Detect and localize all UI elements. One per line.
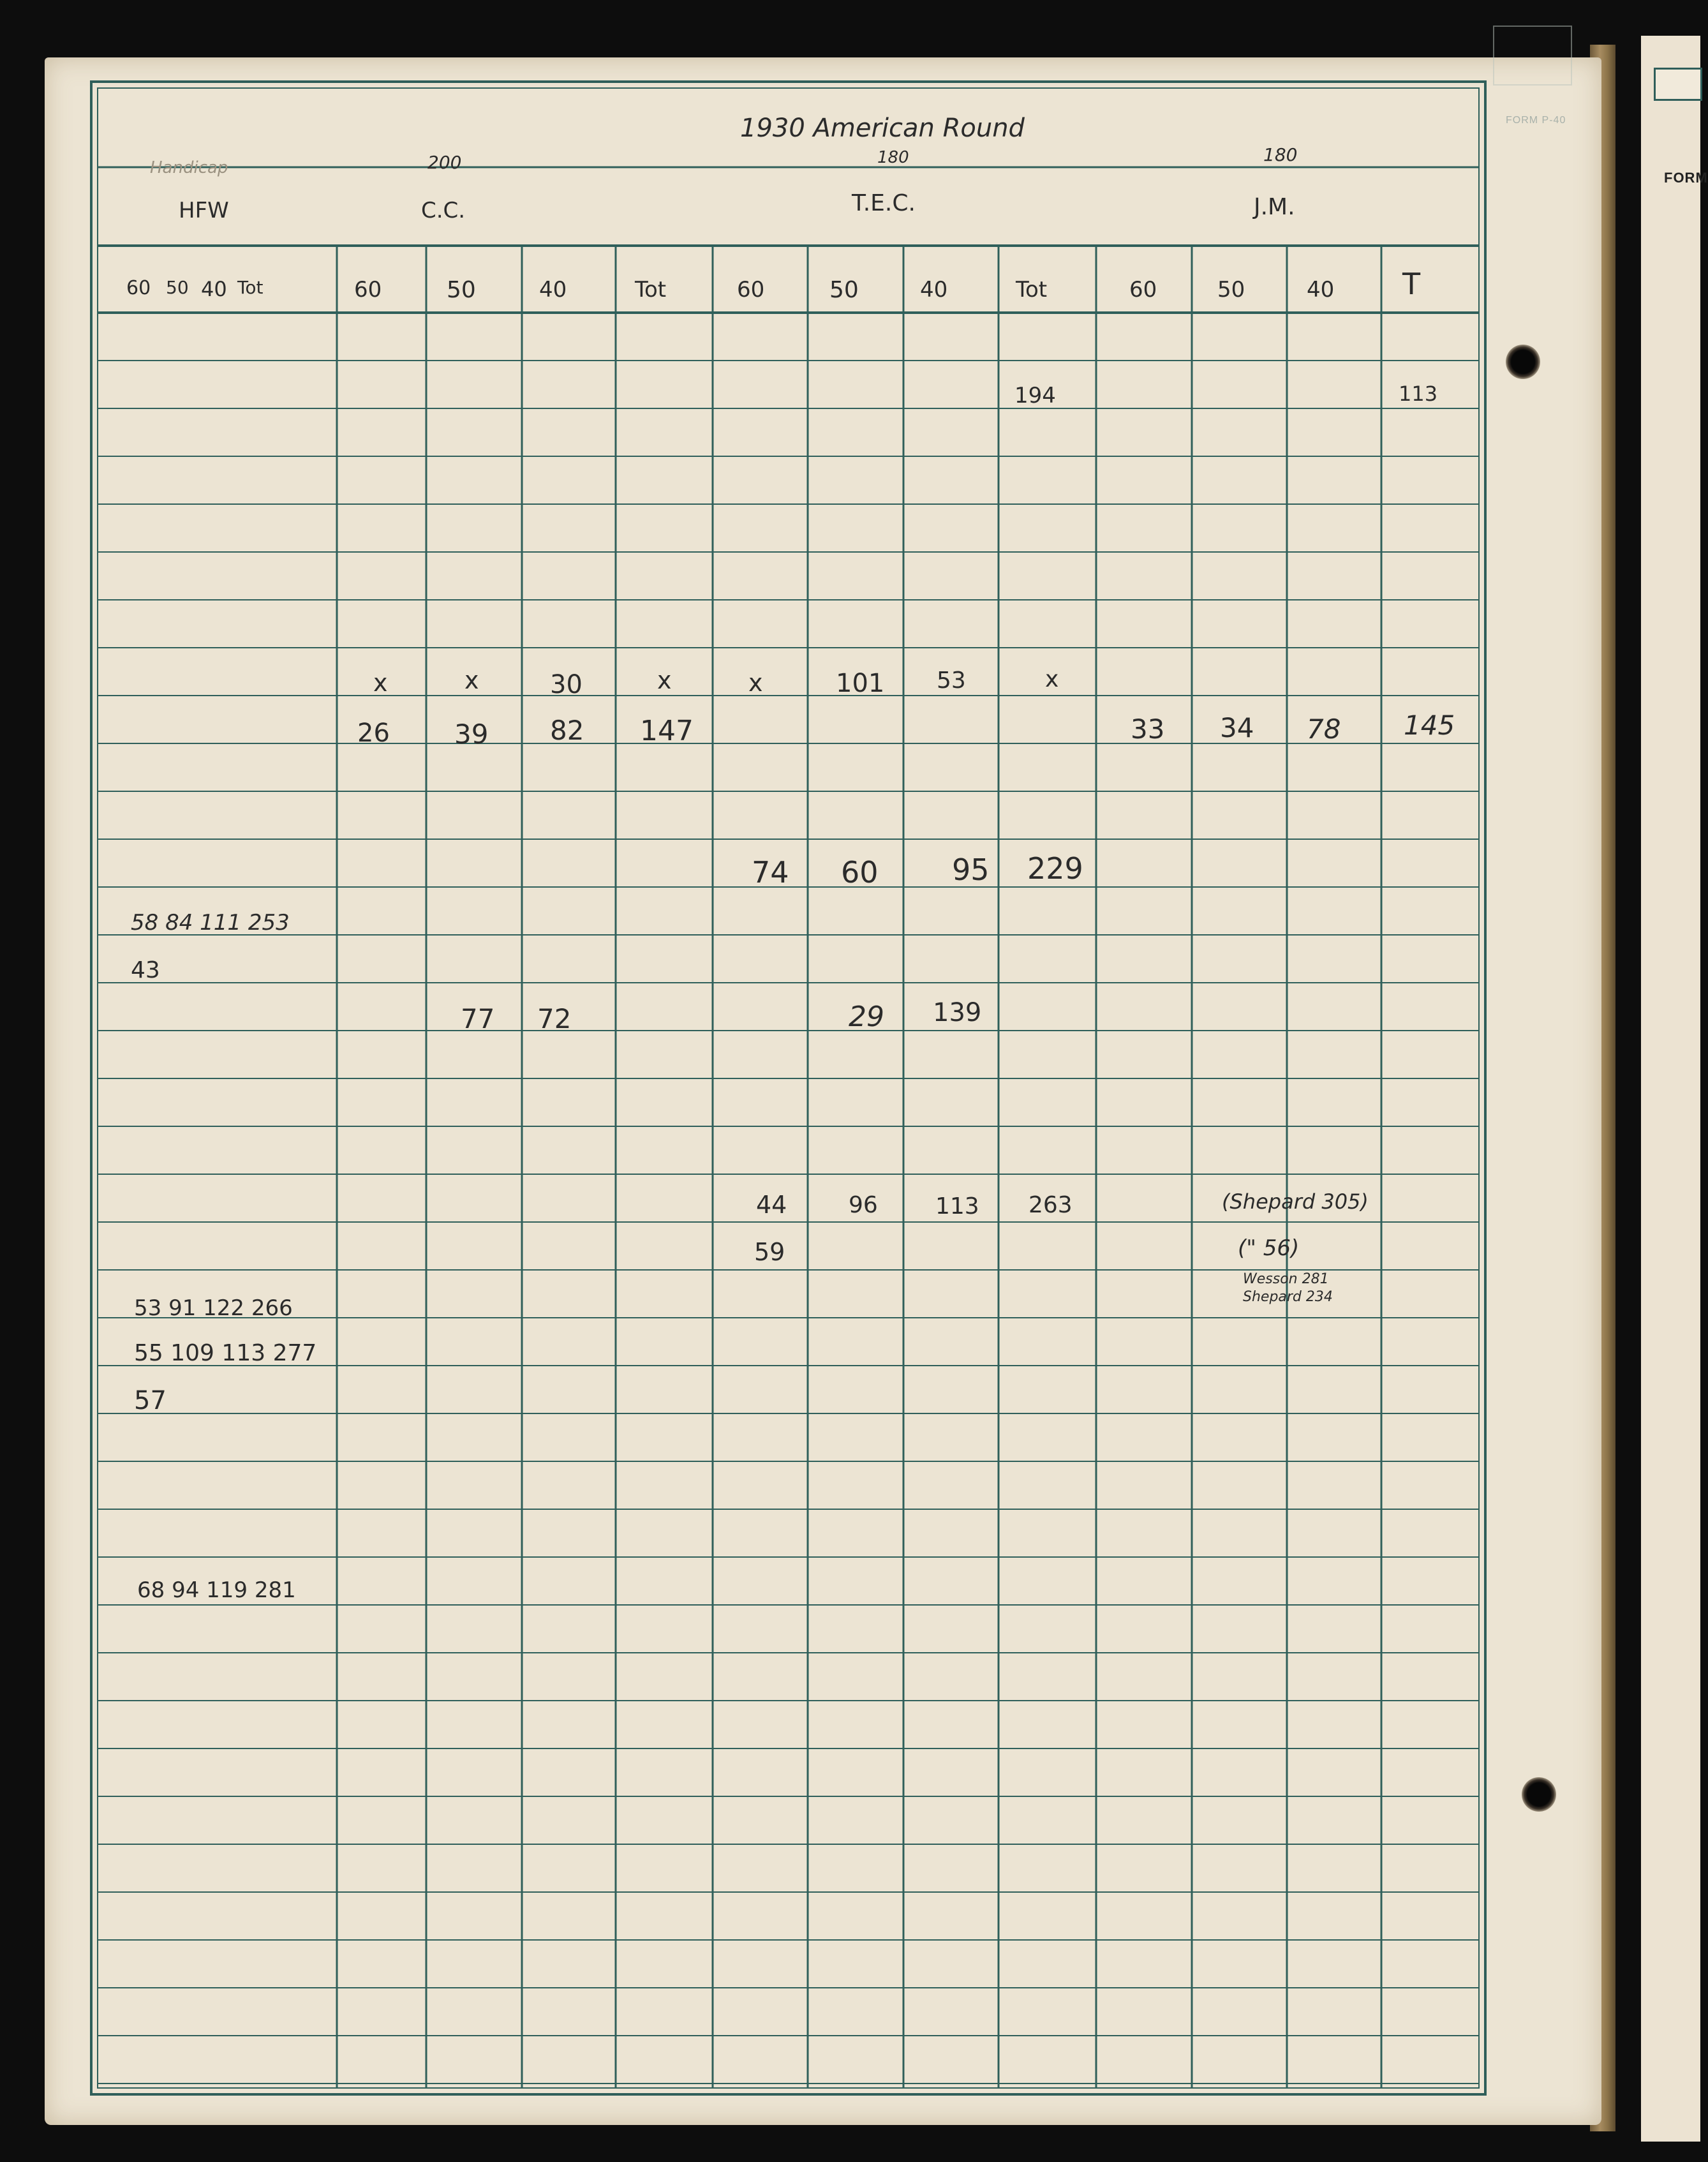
entry-r3-cc-tot: 147 [640, 715, 694, 747]
column-header-12: 60 [1129, 277, 1157, 302]
group-hfw: HFW [179, 198, 229, 223]
entry-r3-jm-t: 145 [1404, 710, 1455, 741]
column-header-9: 50 [829, 277, 859, 303]
entry-r2-cc-tot: x [657, 666, 672, 694]
entry-r7-note2: (" 56) [1238, 1235, 1300, 1261]
inner-border [98, 88, 1479, 2088]
handicap-cc: 200 [427, 152, 462, 173]
entry-r7-tec-60: 44 [756, 1191, 787, 1219]
handicap-jm: 180 [1263, 144, 1298, 165]
entry-r6-cc-50: 77 [461, 1003, 495, 1034]
entry-r7-note: (Shepard 305) [1222, 1189, 1369, 1214]
group-jm: J.M. [1254, 194, 1295, 220]
entry-r7-tec-60b: 59 [754, 1238, 785, 1266]
entry-r3-jm-60: 33 [1131, 713, 1165, 745]
column-header-15: T [1402, 267, 1421, 301]
entry-r2-tec-60: x [748, 669, 763, 697]
entry-r3-cc-60: 26 [357, 719, 390, 748]
entry-r6-tec-50: 29 [849, 1001, 884, 1033]
entry-r4-tec-50: 60 [841, 855, 879, 890]
column-header-6: 40 [539, 277, 567, 302]
entry-r8-hfw-a: 53 91 122 266 [134, 1295, 293, 1321]
entry-r6-tec-40: 139 [933, 998, 982, 1027]
column-header-10: 40 [920, 277, 948, 302]
group-cc: C.C. [421, 198, 466, 223]
entry-r3-jm-50: 34 [1220, 712, 1254, 743]
entry-r4-tec-60: 74 [752, 855, 789, 890]
entry-r2-cc-60: x [373, 669, 388, 697]
entry-r7-tec-50: 96 [849, 1192, 878, 1218]
entry-r4-tec-40: 95 [952, 853, 990, 887]
entry-r7-note3: Wesson 281 [1243, 1271, 1329, 1287]
column-header-11: Tot [1016, 277, 1048, 302]
column-header-4: 60 [354, 277, 382, 302]
column-header-2: 40 [201, 277, 227, 301]
group-tec: T.E.C. [852, 190, 916, 216]
entry-r1-jm-t: 113 [1399, 382, 1438, 406]
entry-r2-tec-40: 53 [937, 667, 966, 694]
entry-r2-cc-50: x [464, 666, 479, 694]
column-header-14: 40 [1307, 277, 1335, 302]
column-header-13: 50 [1217, 277, 1245, 302]
entry-r4-tec-tot: 229 [1027, 851, 1083, 886]
entry-r7-tec-40: 113 [935, 1193, 979, 1219]
column-header-5: 50 [447, 277, 476, 303]
entry-r1-tec-tot: 194 [1014, 383, 1056, 408]
column-header-1: 50 [166, 277, 189, 298]
stamp-label: FORM P-40 [1506, 115, 1566, 126]
column-header-3: Tot [237, 277, 264, 298]
entry-r7-note4: Shepard 234 [1243, 1289, 1333, 1305]
entry-r8-hfw-b: 55 109 113 277 [134, 1340, 317, 1366]
entry-r5-hfw-2: 43 [131, 957, 160, 983]
entry-r3-jm-40: 78 [1307, 713, 1341, 745]
entry-r7-tec-tot: 263 [1029, 1192, 1073, 1218]
column-header-0: 60 [126, 277, 151, 299]
entry-r5-hfw: 58 84 111 253 [131, 910, 290, 936]
entry-r2-tec-50: 101 [836, 669, 885, 698]
next-page-label: FORM [1664, 170, 1708, 186]
handicap-tec: 180 [877, 148, 909, 167]
outer-border [91, 82, 1485, 2094]
entry-r6-cc-40: 72 [537, 1003, 572, 1034]
column-header-7: Tot [635, 277, 667, 302]
entry-r2-tec-tot: x [1045, 666, 1059, 692]
column-header-8: 60 [737, 277, 765, 302]
entry-r9-hfw: 68 94 119 281 [137, 1577, 296, 1603]
entry-r3-cc-50: 39 [454, 719, 489, 750]
entry-r8-hfw-c: 57 [134, 1386, 167, 1415]
entry-r3-cc-40: 82 [550, 715, 584, 746]
left-note: Handicap [150, 158, 228, 177]
entry-r2-cc-40: 30 [550, 670, 583, 699]
page-title: 1930 American Round [740, 114, 1025, 143]
